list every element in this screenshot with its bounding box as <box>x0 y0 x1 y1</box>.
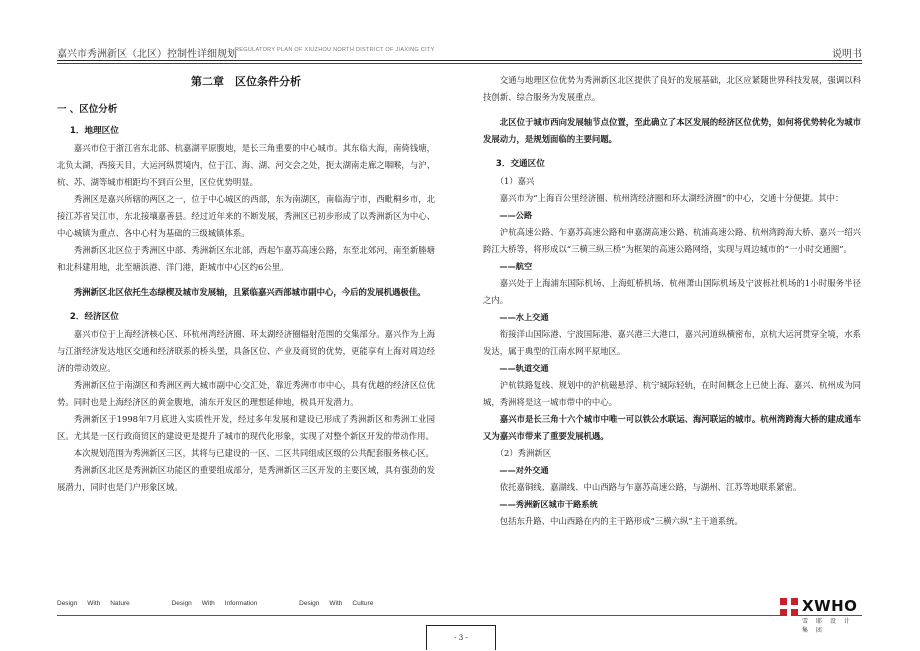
paragraph: 嘉兴市为“上海百公里经济圈、杭州湾经济圈和环太湖经济圈”的中心，交通十分便捷。其中： <box>499 193 844 203</box>
subsection-traffic: 3．交通区位 <box>495 159 545 169</box>
motto-word: With <box>201 600 215 607</box>
item-heading-trunk: ——秀洲新区城市干路系统 <box>499 499 598 509</box>
motto-word: Design <box>171 600 192 607</box>
highlight-paragraph: 秀洲新区北区依托生态绿楔及城市发展轴，且紧临嘉兴西部城市副中心，今后的发展机遇极佳。 <box>73 287 426 297</box>
motto-word: Design <box>299 600 320 607</box>
motto-word: Culture <box>352 600 374 607</box>
footer-rule <box>57 615 862 616</box>
paragraph: 沪杭铁路复线、规划中的沪杭磁悬浮、杭宁城际轻轨，在时间概念上已使上海、嘉兴、杭州成为同城，秀洲将是这一城市带中的中心。 <box>483 380 861 407</box>
header-rule <box>57 60 862 61</box>
motto-word: Information <box>224 600 258 607</box>
item-heading-water: ——水上交通 <box>499 312 549 322</box>
paragraph: 秀洲区是嘉兴所辖的两区之一，位于中心城区的西部，东为南湖区，南临海宁市，西毗桐乡市，北接江苏省吴江市，东北接壤嘉善县。经过近年来的不断发展，秀洲区已初步形成了以秀洲新区为中心、中心城镇为重点、各中心村为基础的三级城镇体系。 <box>57 194 435 238</box>
header-rule-thin <box>57 63 862 64</box>
company-logo <box>780 596 862 634</box>
paragraph: 依托嘉铜线、嘉湖线、中山西路与乍嘉苏高速公路，与湖州、江苏等地联系紧密。 <box>499 482 802 492</box>
logo-wordmark: XWHO <box>802 597 858 615</box>
item-heading-air: ——航空 <box>499 261 533 271</box>
right-column <box>483 72 861 530</box>
footer-motto <box>57 600 383 607</box>
highlight-paragraph: 北区位于城市西向发展轴节点位置，至此确立了本区发展的经济区位优势，如何将优势转化为城市发展动力，是规划面临的主要问题。 <box>483 117 861 144</box>
item-heading-road: ——公路 <box>499 210 533 220</box>
paragraph: 秀洲新区北区是秀洲新区功能区的重要组成部分，是秀洲新区三区开发的主要区域，具有强劲的发展潜力，同时也是门户形象区域。 <box>57 465 435 492</box>
subsection-jiaxing: （1）嘉兴 <box>495 176 535 186</box>
subsection-xiuzhou: （2）秀洲新区 <box>495 448 552 458</box>
document-title: 嘉兴市秀洲新区（北区）控制性详细规划 <box>57 49 237 60</box>
paragraph: 交通与地理区位优势为秀洲新区北区提供了良好的发展基础，北区应紧随世界科技发展，强调以科技创新、综合服务为发展重点。 <box>483 75 861 102</box>
document-type-label: 说明书 <box>832 49 862 60</box>
motto-word: With <box>87 600 101 607</box>
logo-mark-icon <box>780 598 798 616</box>
motto-word: Nature <box>110 600 130 607</box>
subsection-geographic: 1．地理区位 <box>69 126 119 136</box>
motto-word: With <box>329 600 343 607</box>
subsection-economic: 2．经济区位 <box>69 312 119 322</box>
paragraph: 包括东升路、中山西路在内的主干路形成“三横六纵”主干道系统。 <box>499 516 743 526</box>
document-title-english: REGULATORY PLAN OF XIUZHOU NORTH DISTRICT OF JIAXING CITY <box>235 47 435 53</box>
paragraph: 嘉兴市位于上海经济核心区、环杭州湾经济圈、环太湖经济圈辐射范围的交集部分。嘉兴作为上海与江浙经济发达地区交通和经济联系的桥头堡，具备区位、产业及商贸的优势，更能享有上海对周边经济的带动效应。 <box>57 329 435 373</box>
paragraph: 秀洲新区北区位于秀洲区中部、秀洲新区东北部，西起乍嘉苏高速公路，东至北郊河，南至新塍塘和北科建用地，北至塘浜港、洋门港，距城市中心区约6公里。 <box>57 245 435 272</box>
paragraph: 秀洲新区于1998年7月底进入实质性开发，经过多年发展和建设已形成了秀洲新区和秀洲工业园区。尤其是一区行政商贸区的建设更是提升了城市的现代化形象，实现了对整个新区开发的带动作用。 <box>57 414 435 441</box>
page-number: - 3 - <box>426 625 496 650</box>
paragraph: 衔接洋山国际港、宁波国际港、嘉兴港三大港口，嘉兴河道纵横密布，京杭大运河贯穿全境，水系发达，属于典型的江南水网平原地区。 <box>483 329 861 356</box>
paragraph: 嘉兴处于上海浦东国际机场、上海虹桥机场、杭州萧山国际机场及宁波栎社机场的1小时服务半径之内。 <box>483 278 861 305</box>
chapter-heading: 第二章 区位条件分析 <box>191 75 301 88</box>
paragraph: 本次规划范围为秀洲新区三区，其将与已建设的一区、二区共同组成区级的公共配套服务核心区。 <box>73 448 434 458</box>
highlight-paragraph: 嘉兴市是长三角十六个城市中唯一可以铁公水联运、海河联运的城市。杭州湾跨海大桥的建成通车又为嘉兴市带来了重要发展机遇。 <box>483 414 861 441</box>
logo-chinese-name: 雪 耶 设 计 集 团 <box>802 618 853 634</box>
paragraph: 沪杭高速公路、乍嘉苏高速公路和申嘉湖高速公路、杭浦高速公路、杭州湾跨海大桥、嘉兴一绍兴跨江大桥等，将形成以“三横三纵三桥”为框架的高速公路网络，实现与周边城市的“一小时交通圈”。 <box>483 227 861 254</box>
left-column <box>57 72 435 496</box>
item-heading-external: ——对外交通 <box>499 465 549 475</box>
paragraph: 秀洲新区位于南湖区和秀洲区两大城市副中心交汇处，靠近秀洲市市中心，具有优越的经济区位优势。同时也是上海经济区的黄金腹地，浦东开发区的理想延伸地，极具开发潜力。 <box>57 380 435 407</box>
section-heading: 一 、区位分析 <box>57 104 118 115</box>
motto-word: Design <box>57 600 78 607</box>
paragraph: 嘉兴市位于浙江省东北部、杭嘉湖平原腹地，是长三角重要的中心城市。其东临大海，南倚钱塘，北负太湖，西接天目，大运河纵贯境内，位于江、海、湖、河交会之处，扼太湖南走廊之咽喉，与沪、杭、苏、湖等城市相距均不到百公里，区位优势明显。 <box>57 143 435 187</box>
item-heading-rail: ——轨道交通 <box>499 363 549 373</box>
